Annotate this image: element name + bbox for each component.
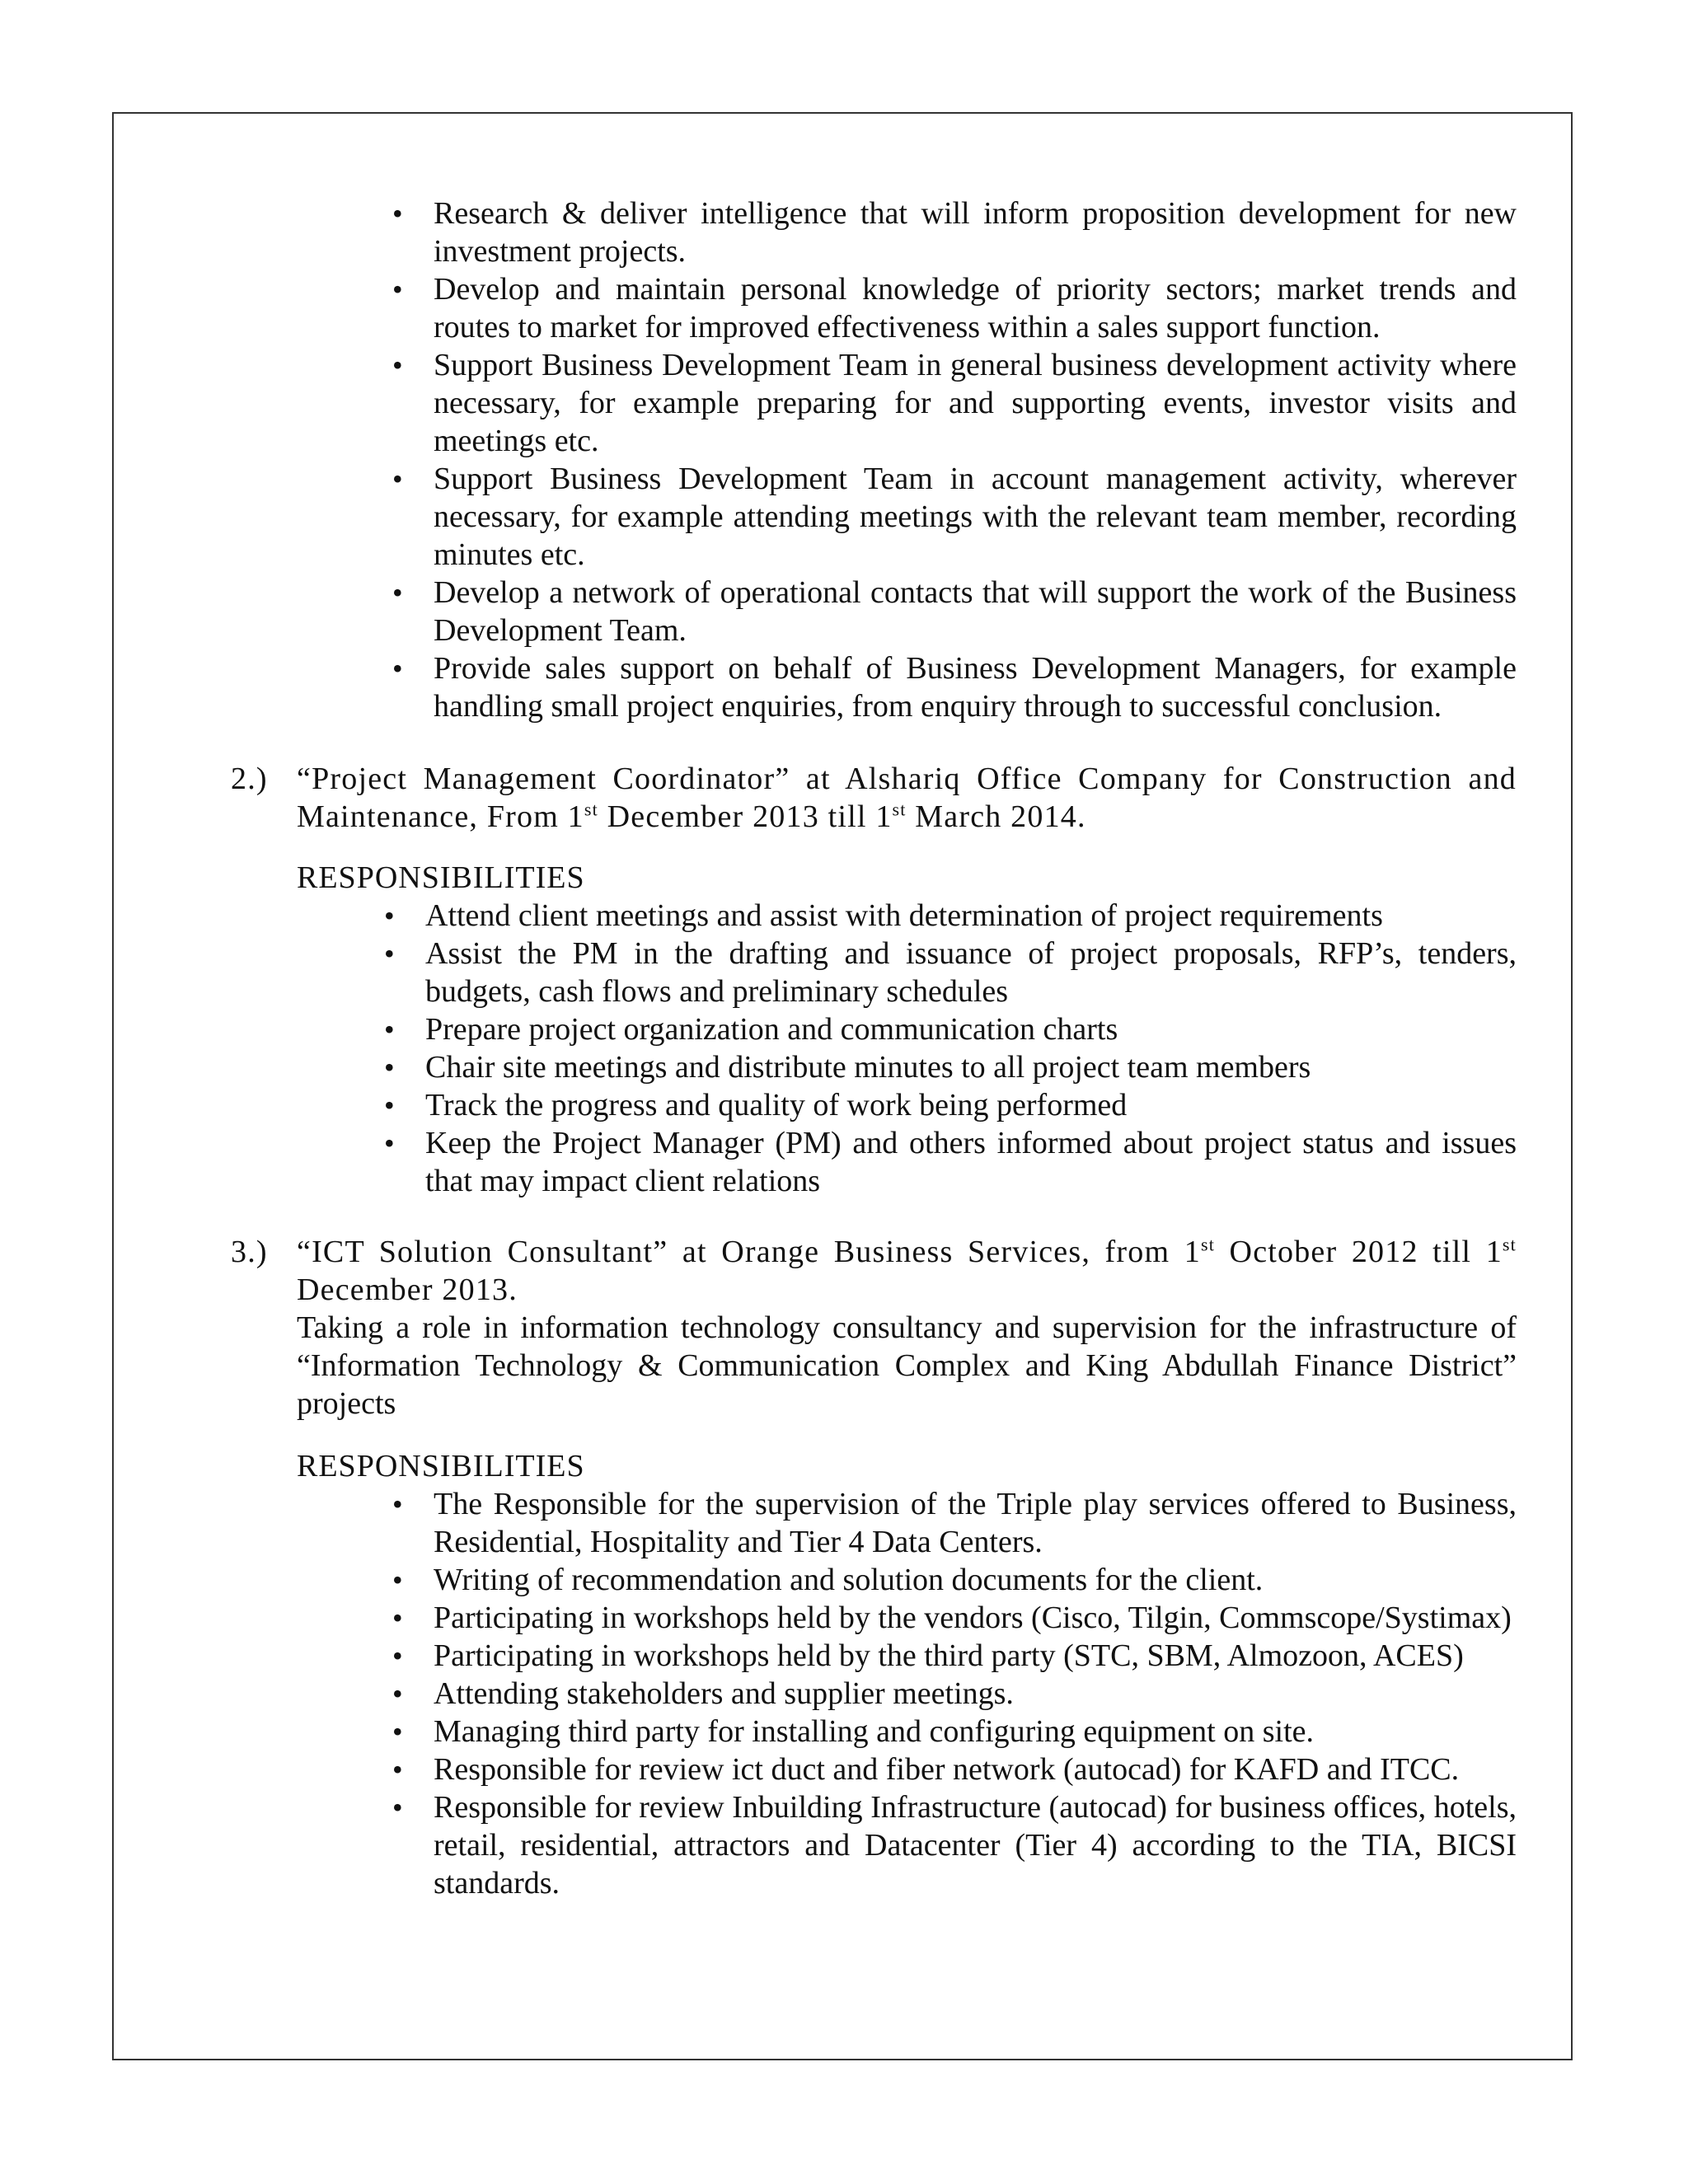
list-item: • Provide sales support on behalf of Business Development Managers, for example handling small project enquiries, from enquiry through to successful conclusion. <box>434 649 1517 725</box>
list-item: • Responsible for review ict duct and fiber network (autocad) for KAFD and ITCC. <box>434 1750 1517 1788</box>
list-item: • Attending stakeholders and supplier meetings. <box>434 1675 1517 1713</box>
job-3-heading <box>231 1233 1517 1309</box>
list-item: • Keep the Project Manager (PM) and others informed about project status and issues that may impact client relations <box>425 1124 1517 1200</box>
job-3-responsibilities-heading: RESPONSIBILITIES <box>297 1449 585 1483</box>
ordinal-suffix: st <box>1200 1234 1216 1255</box>
list-item: • Prepare project organization and communication charts <box>425 1010 1517 1048</box>
ordinal-suffix: st <box>584 799 598 820</box>
ordinal-suffix: st <box>1502 1234 1517 1255</box>
job-2-responsibilities-list <box>425 897 1517 1200</box>
list-item: • Track the progress and quality of work being performed <box>425 1086 1517 1124</box>
list-item: • Support Business Development Team in account management activity, wherever necessary, for example attending meetings with the relevant team member, recording minutes etc. <box>434 460 1517 574</box>
job-2-title-part-b: December 2013 till 1 <box>598 799 893 834</box>
job-3-number: 3.) <box>231 1235 268 1269</box>
resume-content <box>231 194 1517 1902</box>
list-item: • Attend client meetings and assist with determination of project requirements <box>425 897 1517 935</box>
job-2-title-part-a: “Project Management Coordinator” at Alshariq Office Company for Construction and Maintenance, From 1 <box>297 762 1517 834</box>
list-item: • Participating in workshops held by the third party (STC, SBM, Almozoon, ACES) <box>434 1637 1517 1675</box>
job-3-description: Taking a role in information technology consultancy and supervision for the infrastructure of “Information Technology & Communication Complex and King Abdullah Finance District” projects <box>297 1310 1517 1421</box>
list-item: • Assist the PM in the drafting and issuance of project proposals, RFP’s, tenders, budgets, cash flows and preliminary schedules <box>425 935 1517 1010</box>
list-item: • Support Business Development Team in general business development activity where necessary, for example preparing for and supporting events, investor visits and meetings etc. <box>434 346 1517 460</box>
list-item: • Responsible for review Inbuilding Infrastructure (autocad) for business offices, hotels, retail, residential, attractors and Datacenter (Tier 4) according to the TIA, BICSI standards. <box>434 1788 1517 1902</box>
job-3-title-part-b: October 2012 till 1 <box>1215 1235 1503 1269</box>
list-item: • Research & deliver intelligence that will inform proposition development for new investment projects. <box>434 194 1517 270</box>
job-3-responsibilities-list <box>434 1485 1517 1902</box>
list-item: • Writing of recommendation and solution documents for the client. <box>434 1561 1517 1599</box>
job-3-title-part-a: “ICT Solution Consultant” at Orange Business Services, from 1 <box>297 1235 1201 1269</box>
intro-responsibilities-list <box>434 194 1517 725</box>
job-3-title-part-c: December 2013. <box>297 1272 518 1307</box>
list-item: • Managing third party for installing and configuring equipment on site. <box>434 1713 1517 1750</box>
job-2-responsibilities-heading: RESPONSIBILITIES <box>297 860 585 895</box>
list-item: • Develop and maintain personal knowledge of priority sectors; market trends and routes to market for improved effectiveness within a sales support function. <box>434 270 1517 346</box>
list-item: • Develop a network of operational contacts that will support the work of the Business Development Team. <box>434 574 1517 649</box>
list-item: • Participating in workshops held by the vendors (Cisco, Tilgin, Commscope/Systimax) <box>434 1599 1517 1637</box>
ordinal-suffix: st <box>892 799 907 820</box>
job-2-number: 2.) <box>231 762 268 796</box>
list-item: • Chair site meetings and distribute minutes to all project team members <box>425 1048 1517 1086</box>
job-2-heading <box>231 760 1517 836</box>
list-item: • The Responsible for the supervision of the Triple play services offered to Business, Residential, Hospitality and Tier 4 Data Centers. <box>434 1485 1517 1561</box>
job-2-title-part-c: March 2014. <box>906 799 1086 834</box>
